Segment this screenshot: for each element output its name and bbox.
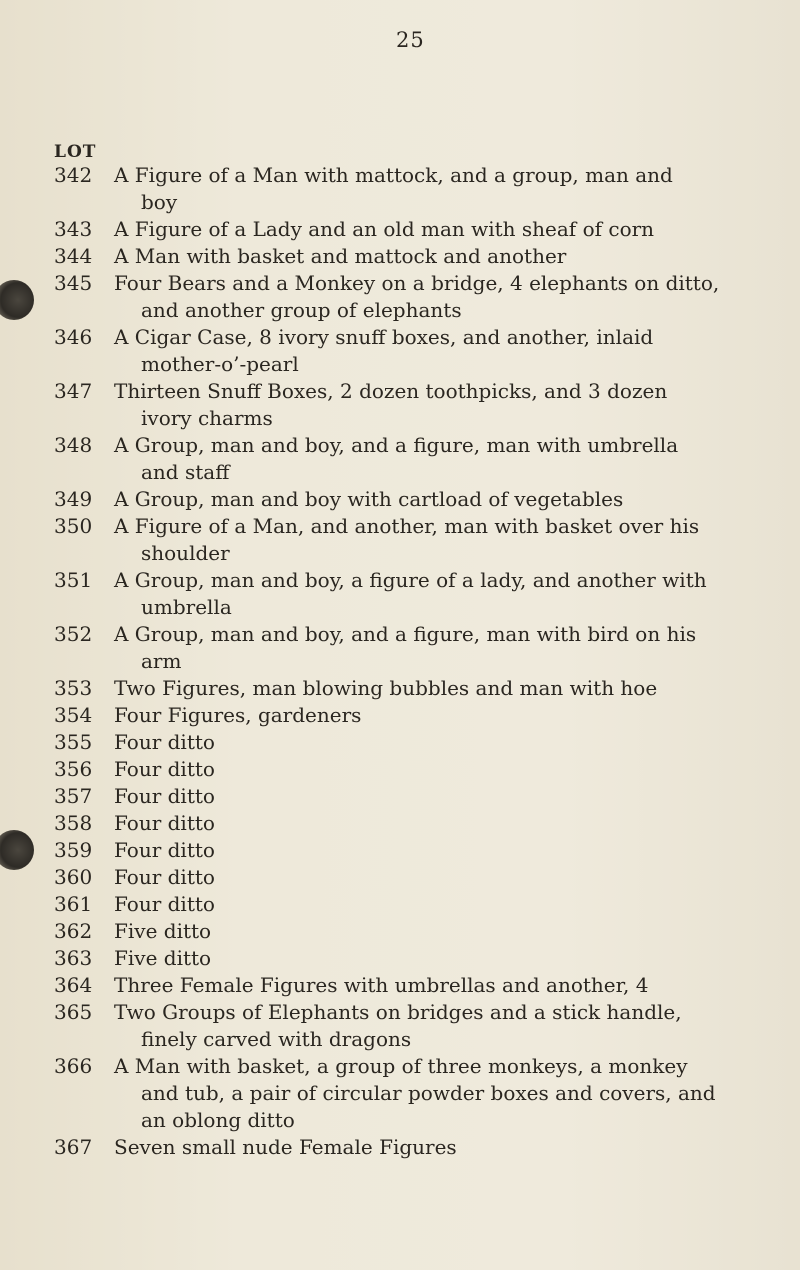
lot-description [114, 432, 794, 486]
lot-description [114, 810, 794, 837]
description-line: Four Bears and a Monkey on a bridge, 4 elephants on ditto, [114, 271, 720, 295]
lot-description [114, 1134, 794, 1161]
lot-number: 344 [54, 244, 93, 268]
lot-entry [54, 1134, 794, 1161]
description-line: A Man with basket and mattock and another [114, 244, 567, 268]
description-line: Four ditto [114, 730, 215, 754]
lot-entry [54, 675, 794, 702]
punch-hole [0, 830, 34, 870]
description-line: Three Female Figures with umbrellas and another, 4 [114, 973, 649, 997]
description-line: and staff [141, 460, 230, 484]
description-line: A Group, man and boy, and a figure, man with umbrella [114, 433, 679, 457]
description-line: A Figure of a Lady and an old man with sheaf of corn [114, 217, 655, 241]
lot-number: 342 [54, 163, 93, 187]
lot-number: 343 [54, 217, 93, 241]
description-line: ivory charms [141, 406, 273, 430]
lot-description [114, 945, 794, 972]
lot-description [114, 756, 794, 783]
description-line: Two Groups of Elephants on bridges and a stick handle, [114, 1000, 682, 1024]
lot-description [114, 513, 794, 567]
lot-entry [54, 756, 794, 783]
lot-description [114, 486, 794, 513]
description-line: Five ditto [114, 946, 212, 970]
lot-number: 365 [54, 1000, 93, 1024]
description-line: finely carved with dragons [141, 1027, 412, 1051]
lot-entry [54, 243, 794, 270]
lot-description [114, 972, 794, 999]
lot-number: 359 [54, 838, 93, 862]
lot-description [114, 162, 794, 216]
lot-number: 357 [54, 784, 93, 808]
lot-description [114, 891, 794, 918]
lot-number: 366 [54, 1054, 93, 1078]
lot-description [114, 621, 794, 675]
lot-description [114, 270, 794, 324]
description-line: Four ditto [114, 838, 215, 862]
lot-entry [54, 567, 794, 621]
lot-description [114, 837, 794, 864]
lot-number: 361 [54, 892, 93, 916]
description-line: arm [141, 649, 182, 673]
description-line: Four ditto [114, 811, 215, 835]
lot-entry [54, 999, 794, 1053]
description-line: and another group of elephants [141, 298, 462, 322]
description-line: Four ditto [114, 892, 215, 916]
lot-number: 348 [54, 433, 93, 457]
description-line: A Figure of a Man, and another, man with basket over his [114, 514, 700, 538]
description-line: mother-o’-pearl [141, 352, 299, 376]
lot-description [114, 864, 794, 891]
lot-number: 364 [54, 973, 93, 997]
lot-description [114, 783, 794, 810]
lot-description [114, 675, 794, 702]
lot-number: 356 [54, 757, 93, 781]
description-line: A Group, man and boy, and a figure, man with bird on his [114, 622, 697, 646]
description-line: boy [141, 190, 178, 214]
lot-entry [54, 162, 794, 216]
description-line: and tub, a pair of circular powder boxes and covers, and [141, 1081, 716, 1105]
description-line: A Man with basket, a group of three monkeys, a monkey [114, 1054, 688, 1078]
page-number: 25 [396, 28, 425, 52]
lot-entry [54, 864, 794, 891]
description-line: A Group, man and boy, a figure of a lady, and another with [114, 568, 707, 592]
lot-entry [54, 216, 794, 243]
description-line: A Figure of a Man with mattock, and a group, man and [114, 163, 673, 187]
lot-column-header: LOT [54, 142, 97, 162]
lot-number: 345 [54, 271, 93, 295]
lot-description [114, 729, 794, 756]
lot-entry [54, 432, 794, 486]
lot-description [114, 324, 794, 378]
lot-number: 346 [54, 325, 93, 349]
description-line: an oblong ditto [141, 1108, 295, 1132]
lot-entry [54, 837, 794, 864]
lot-number: 349 [54, 487, 93, 511]
lot-entry [54, 486, 794, 513]
lot-list [54, 162, 794, 1161]
lot-description [114, 378, 794, 432]
lot-number: 350 [54, 514, 93, 538]
lot-number: 347 [54, 379, 93, 403]
description-line: A Group, man and boy with cartload of vegetables [114, 487, 624, 511]
punch-hole [0, 280, 34, 320]
lot-description [114, 999, 794, 1053]
description-line: umbrella [141, 595, 232, 619]
lot-description [114, 1053, 794, 1134]
description-line: Five ditto [114, 919, 212, 943]
lot-description [114, 567, 794, 621]
description-line: Four Figures, gardeners [114, 703, 362, 727]
description-line: Seven small nude Female Figures [114, 1135, 457, 1159]
lot-number: 353 [54, 676, 93, 700]
lot-entry [54, 891, 794, 918]
description-line: Thirteen Snuff Boxes, 2 dozen toothpicks, and 3 dozen [114, 379, 668, 403]
lot-entry [54, 1053, 794, 1134]
lot-number: 363 [54, 946, 93, 970]
lot-number: 360 [54, 865, 93, 889]
lot-entry [54, 702, 794, 729]
description-line: Four ditto [114, 784, 215, 808]
lot-entry [54, 270, 794, 324]
lot-entry [54, 972, 794, 999]
lot-number: 352 [54, 622, 93, 646]
lot-description [114, 702, 794, 729]
description-line: A Cigar Case, 8 ivory snuff boxes, and another, inlaid [114, 325, 654, 349]
lot-entry [54, 729, 794, 756]
lot-entry [54, 945, 794, 972]
lot-number: 358 [54, 811, 93, 835]
lot-number: 355 [54, 730, 93, 754]
description-line: Two Figures, man blowing bubbles and man with hoe [114, 676, 658, 700]
description-line: shoulder [141, 541, 230, 565]
description-line: Four ditto [114, 865, 215, 889]
lot-entry [54, 783, 794, 810]
lot-entry [54, 378, 794, 432]
lot-entry [54, 918, 794, 945]
lot-description [114, 918, 794, 945]
lot-entry [54, 513, 794, 567]
lot-entry [54, 621, 794, 675]
lot-number: 354 [54, 703, 93, 727]
lot-number: 367 [54, 1135, 93, 1159]
lot-number: 351 [54, 568, 93, 592]
description-line: Four ditto [114, 757, 215, 781]
lot-entry [54, 810, 794, 837]
lot-entry [54, 324, 794, 378]
lot-number: 362 [54, 919, 93, 943]
lot-description [114, 243, 794, 270]
lot-description [114, 216, 794, 243]
